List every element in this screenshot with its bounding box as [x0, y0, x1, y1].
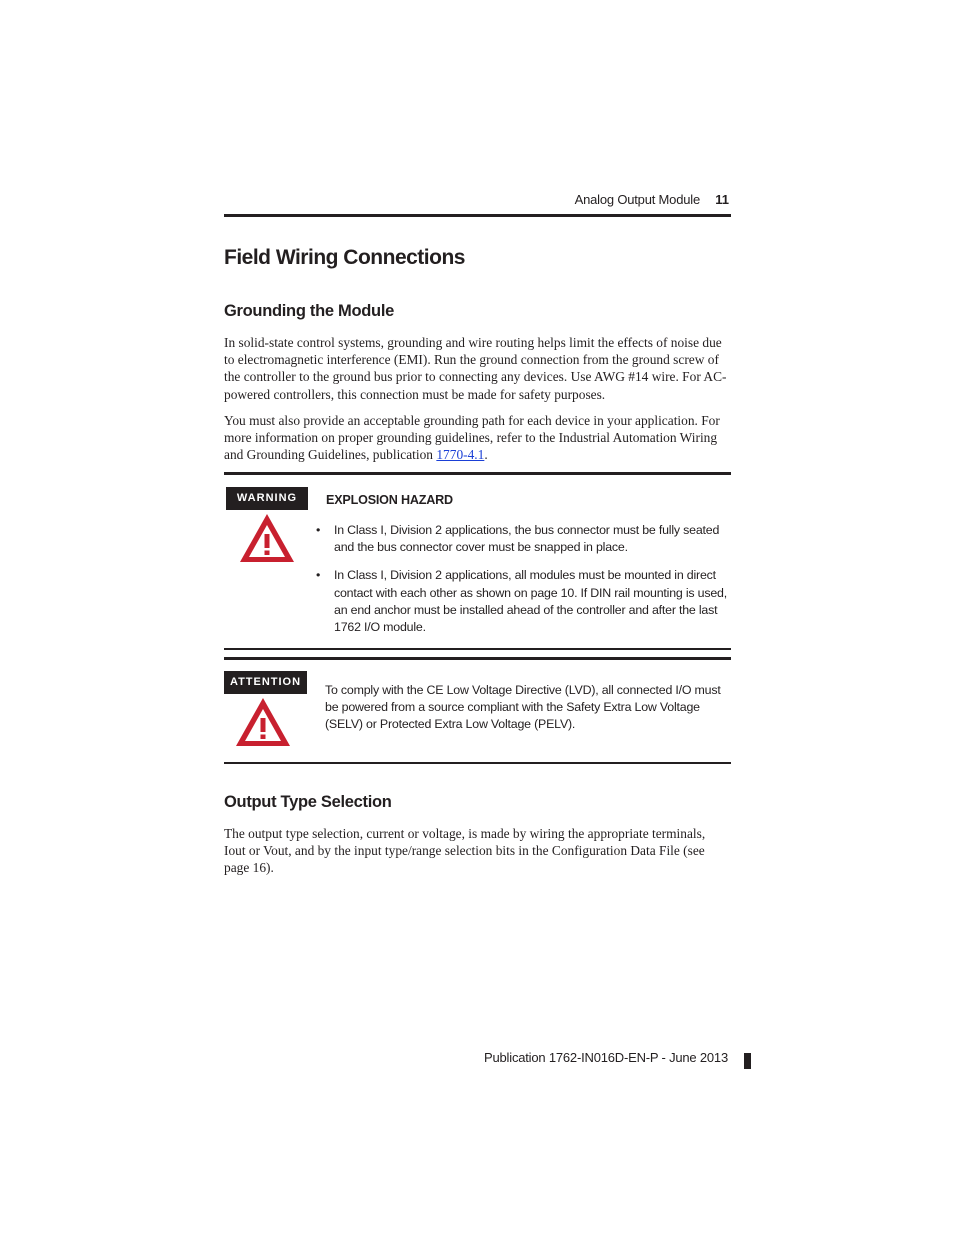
grounding-paragraph-1: In solid-state control systems, grounding and wire routing helps limit the effects of noise due to electromagnetic interference (EMI). Run the ground connection from the ground screw of the controller to the ground bus prior to connecting any devices. Use AWG #14 wire. For AC-powered controllers, this connection must be made for safety purposes.: [224, 335, 727, 402]
footer-publication: Publication 1762-IN016D-EN-P - June 2013: [484, 1050, 728, 1065]
warning-top-rule: [224, 472, 731, 475]
grounding-paragraph-2: You must also provide an acceptable grounding path for each device in your application. For more information on proper grounding guidelines, refer to the Industrial Automation Wiring and Grounding Guidelines, publication 1770-4.1.: [224, 413, 720, 463]
section-heading-output-type: Output Type Selection: [224, 793, 392, 811]
output-type-paragraph: The output type selection, current or voltage, is made by wiring the appropriate terminals, Iout or Vout, and by the input type/range selection bits in the Configuration Data File (see page 16).: [224, 826, 706, 876]
footer-marker: [744, 1053, 751, 1069]
section-heading-grounding: Grounding the Module: [224, 302, 394, 320]
running-header: Analog Output Module: [574, 192, 700, 207]
warning-bottom-rule: [224, 648, 731, 650]
warning-label: WARNING: [226, 487, 308, 510]
warning-bullet-list: [316, 522, 731, 647]
list-item: • In Class I, Division 2 applications, the bus connector must be fully seated and the bus connector cover must be snapped in place.: [316, 522, 731, 556]
warning-triangle-icon: [238, 512, 296, 564]
page-title: Field Wiring Connections: [224, 246, 465, 269]
list-item: • In Class I, Division 2 applications, all modules must be mounted in direct contact with each other as shown on page 10. If DIN rail mounting is used, an end anchor must be installed ahead of the controller and after the last 1762 I/O module.: [316, 567, 731, 636]
header-rule: [224, 214, 731, 217]
attention-triangle-icon: [234, 696, 292, 748]
page-number: 11: [715, 192, 729, 207]
attention-bottom-rule: [224, 762, 731, 764]
attention-label: ATTENTION: [224, 671, 307, 694]
warning-heading: EXPLOSION HAZARD: [326, 493, 453, 507]
attention-top-rule: [224, 657, 731, 660]
publication-link[interactable]: 1770-4.1: [436, 447, 485, 463]
attention-text: To comply with the CE Low Voltage Directive (LVD), all connected I/O must be powered from a source compliant with the Safety Extra Low Voltage (SELV) or Protected Extra Low Voltage (PELV).: [325, 683, 721, 732]
